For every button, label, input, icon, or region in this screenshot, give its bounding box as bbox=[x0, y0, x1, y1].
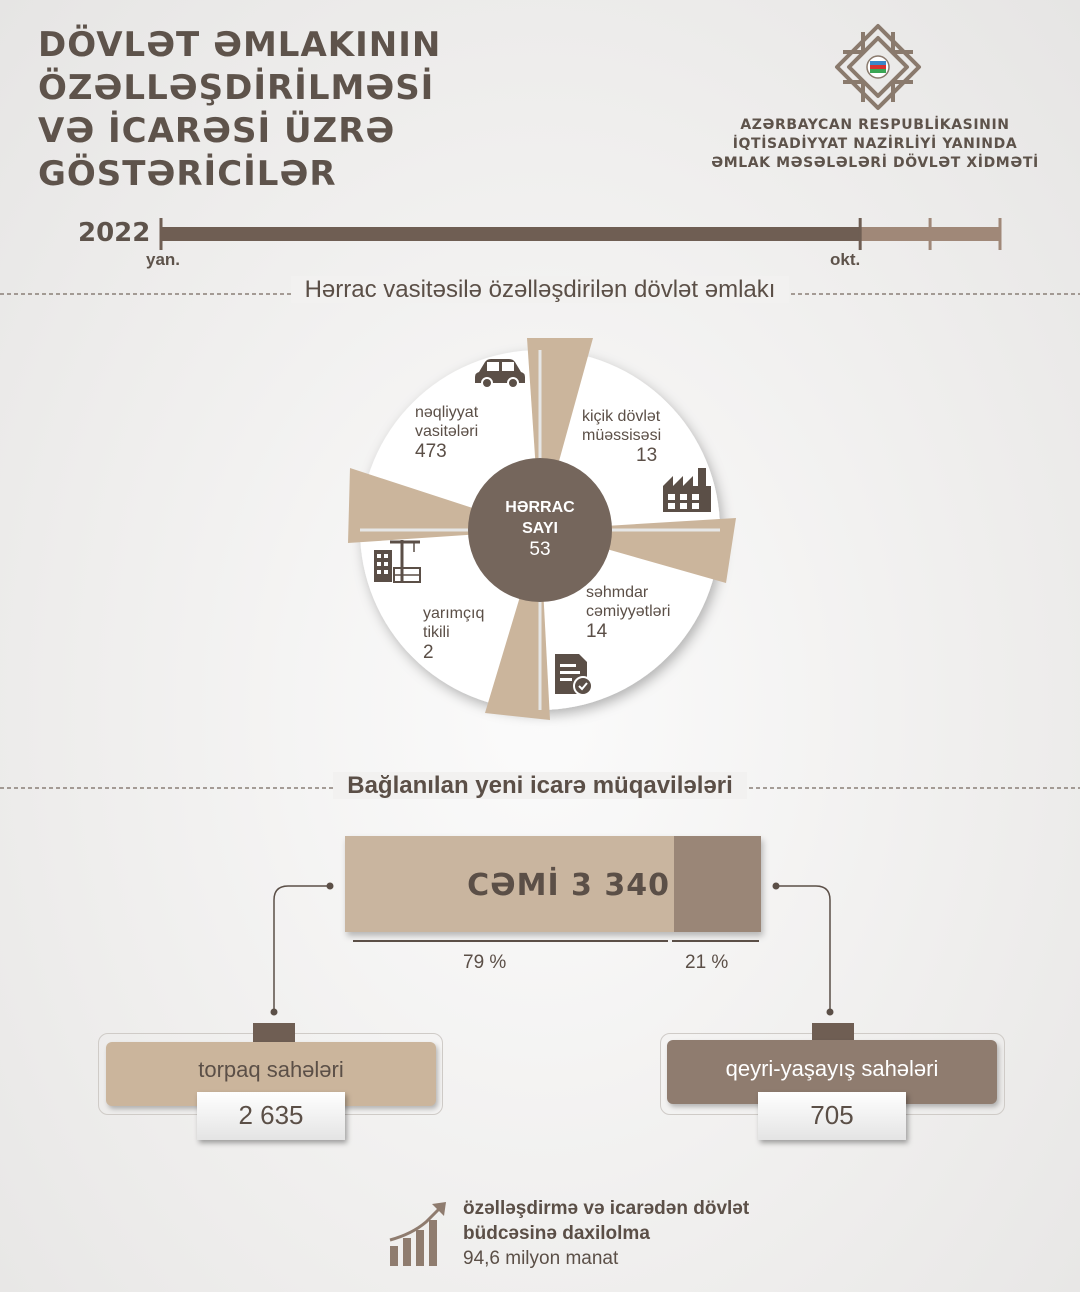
enterprise-label-2: müəssisəsi bbox=[582, 427, 662, 444]
page-title bbox=[38, 24, 508, 196]
budget-revenue bbox=[463, 1196, 883, 1271]
title-line-3: VƏ İCARƏSİ ÜZRƏ bbox=[38, 111, 396, 151]
state-emblem-logo bbox=[833, 22, 923, 112]
vehicles-label-2: vasitələri bbox=[415, 423, 479, 440]
unfinished-value: 2 bbox=[423, 642, 434, 663]
lease-connectors bbox=[260, 876, 850, 1026]
timeline-end-label: okt. bbox=[830, 250, 861, 269]
title-line-2: ÖZƏLLƏŞDİRİLMƏSİ bbox=[38, 68, 435, 108]
title-line-1: DÖVLƏT ƏMLAKININ bbox=[38, 25, 442, 65]
enterprise-label-1: kiçik dövlət bbox=[582, 408, 661, 425]
org-line-3: ƏMLAK MƏSƏLƏLƏRİ DÖVLƏT XİDMƏTİ bbox=[711, 155, 1039, 171]
lease-section-title bbox=[0, 772, 1080, 800]
org-line-2: İQTİSADİYYAT NAZİRLİYİ YANINDA bbox=[732, 136, 1018, 152]
land-plots-label: torpaq sahələri bbox=[106, 1042, 436, 1106]
land-plots-value: 2 635 bbox=[197, 1092, 345, 1140]
organization-name bbox=[690, 116, 1060, 173]
joint-stock-value: 14 bbox=[586, 621, 608, 642]
timeline-bar bbox=[150, 212, 1010, 256]
budget-value: 94,6 milyon manat bbox=[463, 1248, 619, 1269]
auction-section-title-text: Hərrac vasitəsilə özəlləşdirilən dövlət əmlakı bbox=[291, 276, 790, 303]
auction-center-line1: HƏRRAC bbox=[505, 499, 575, 516]
auction-center-value: 53 bbox=[529, 539, 551, 560]
auction-section-title bbox=[0, 276, 1080, 304]
timeline-year: 2022 bbox=[78, 218, 151, 248]
timeline-elapsed bbox=[161, 227, 860, 241]
lease-section-title-text: Bağlanılan yeni icarə müqavilələri bbox=[333, 772, 747, 799]
vehicles-value: 473 bbox=[415, 441, 447, 462]
enterprise-value: 13 bbox=[636, 445, 658, 466]
wheel-item-vehicles bbox=[415, 403, 478, 461]
wheel-item-joint-stock bbox=[586, 583, 670, 641]
growth-chart-icon bbox=[388, 1200, 454, 1268]
joint-stock-label-1: səhmdar bbox=[586, 584, 649, 601]
wheel-item-small-enterprise bbox=[582, 407, 661, 465]
title-line-4: GÖSTƏRİCİLƏR bbox=[38, 154, 337, 194]
nonres-share-pct: 21 % bbox=[685, 952, 729, 973]
nonres-premises-label: qeyri-yaşayış sahələri bbox=[667, 1040, 997, 1104]
joint-stock-label-2: cəmiyyətləri bbox=[586, 603, 671, 620]
land-share-pct: 79 % bbox=[463, 952, 507, 973]
auction-center-line2: SAYI bbox=[522, 520, 558, 537]
org-line-1: AZƏRBAYCAN RESPUBLİKASININ bbox=[740, 117, 1010, 133]
vehicles-label-1: nəqliyyat bbox=[415, 404, 479, 421]
auction-count-center bbox=[470, 497, 610, 561]
unfinished-label-1: yarımçıq bbox=[423, 605, 485, 622]
budget-line-2: büdcəsinə daxilolma bbox=[463, 1223, 650, 1244]
nonres-premises-value: 705 bbox=[758, 1092, 906, 1140]
unfinished-label-2: tikili bbox=[423, 624, 450, 641]
lease-total-label: CƏMİ 3 340 bbox=[467, 868, 670, 903]
wheel-item-unfinished-building bbox=[423, 604, 484, 662]
budget-line-1: özəlləşdirmə və icarədən dövlət bbox=[463, 1198, 750, 1219]
timeline-start-label: yan. bbox=[146, 250, 181, 269]
